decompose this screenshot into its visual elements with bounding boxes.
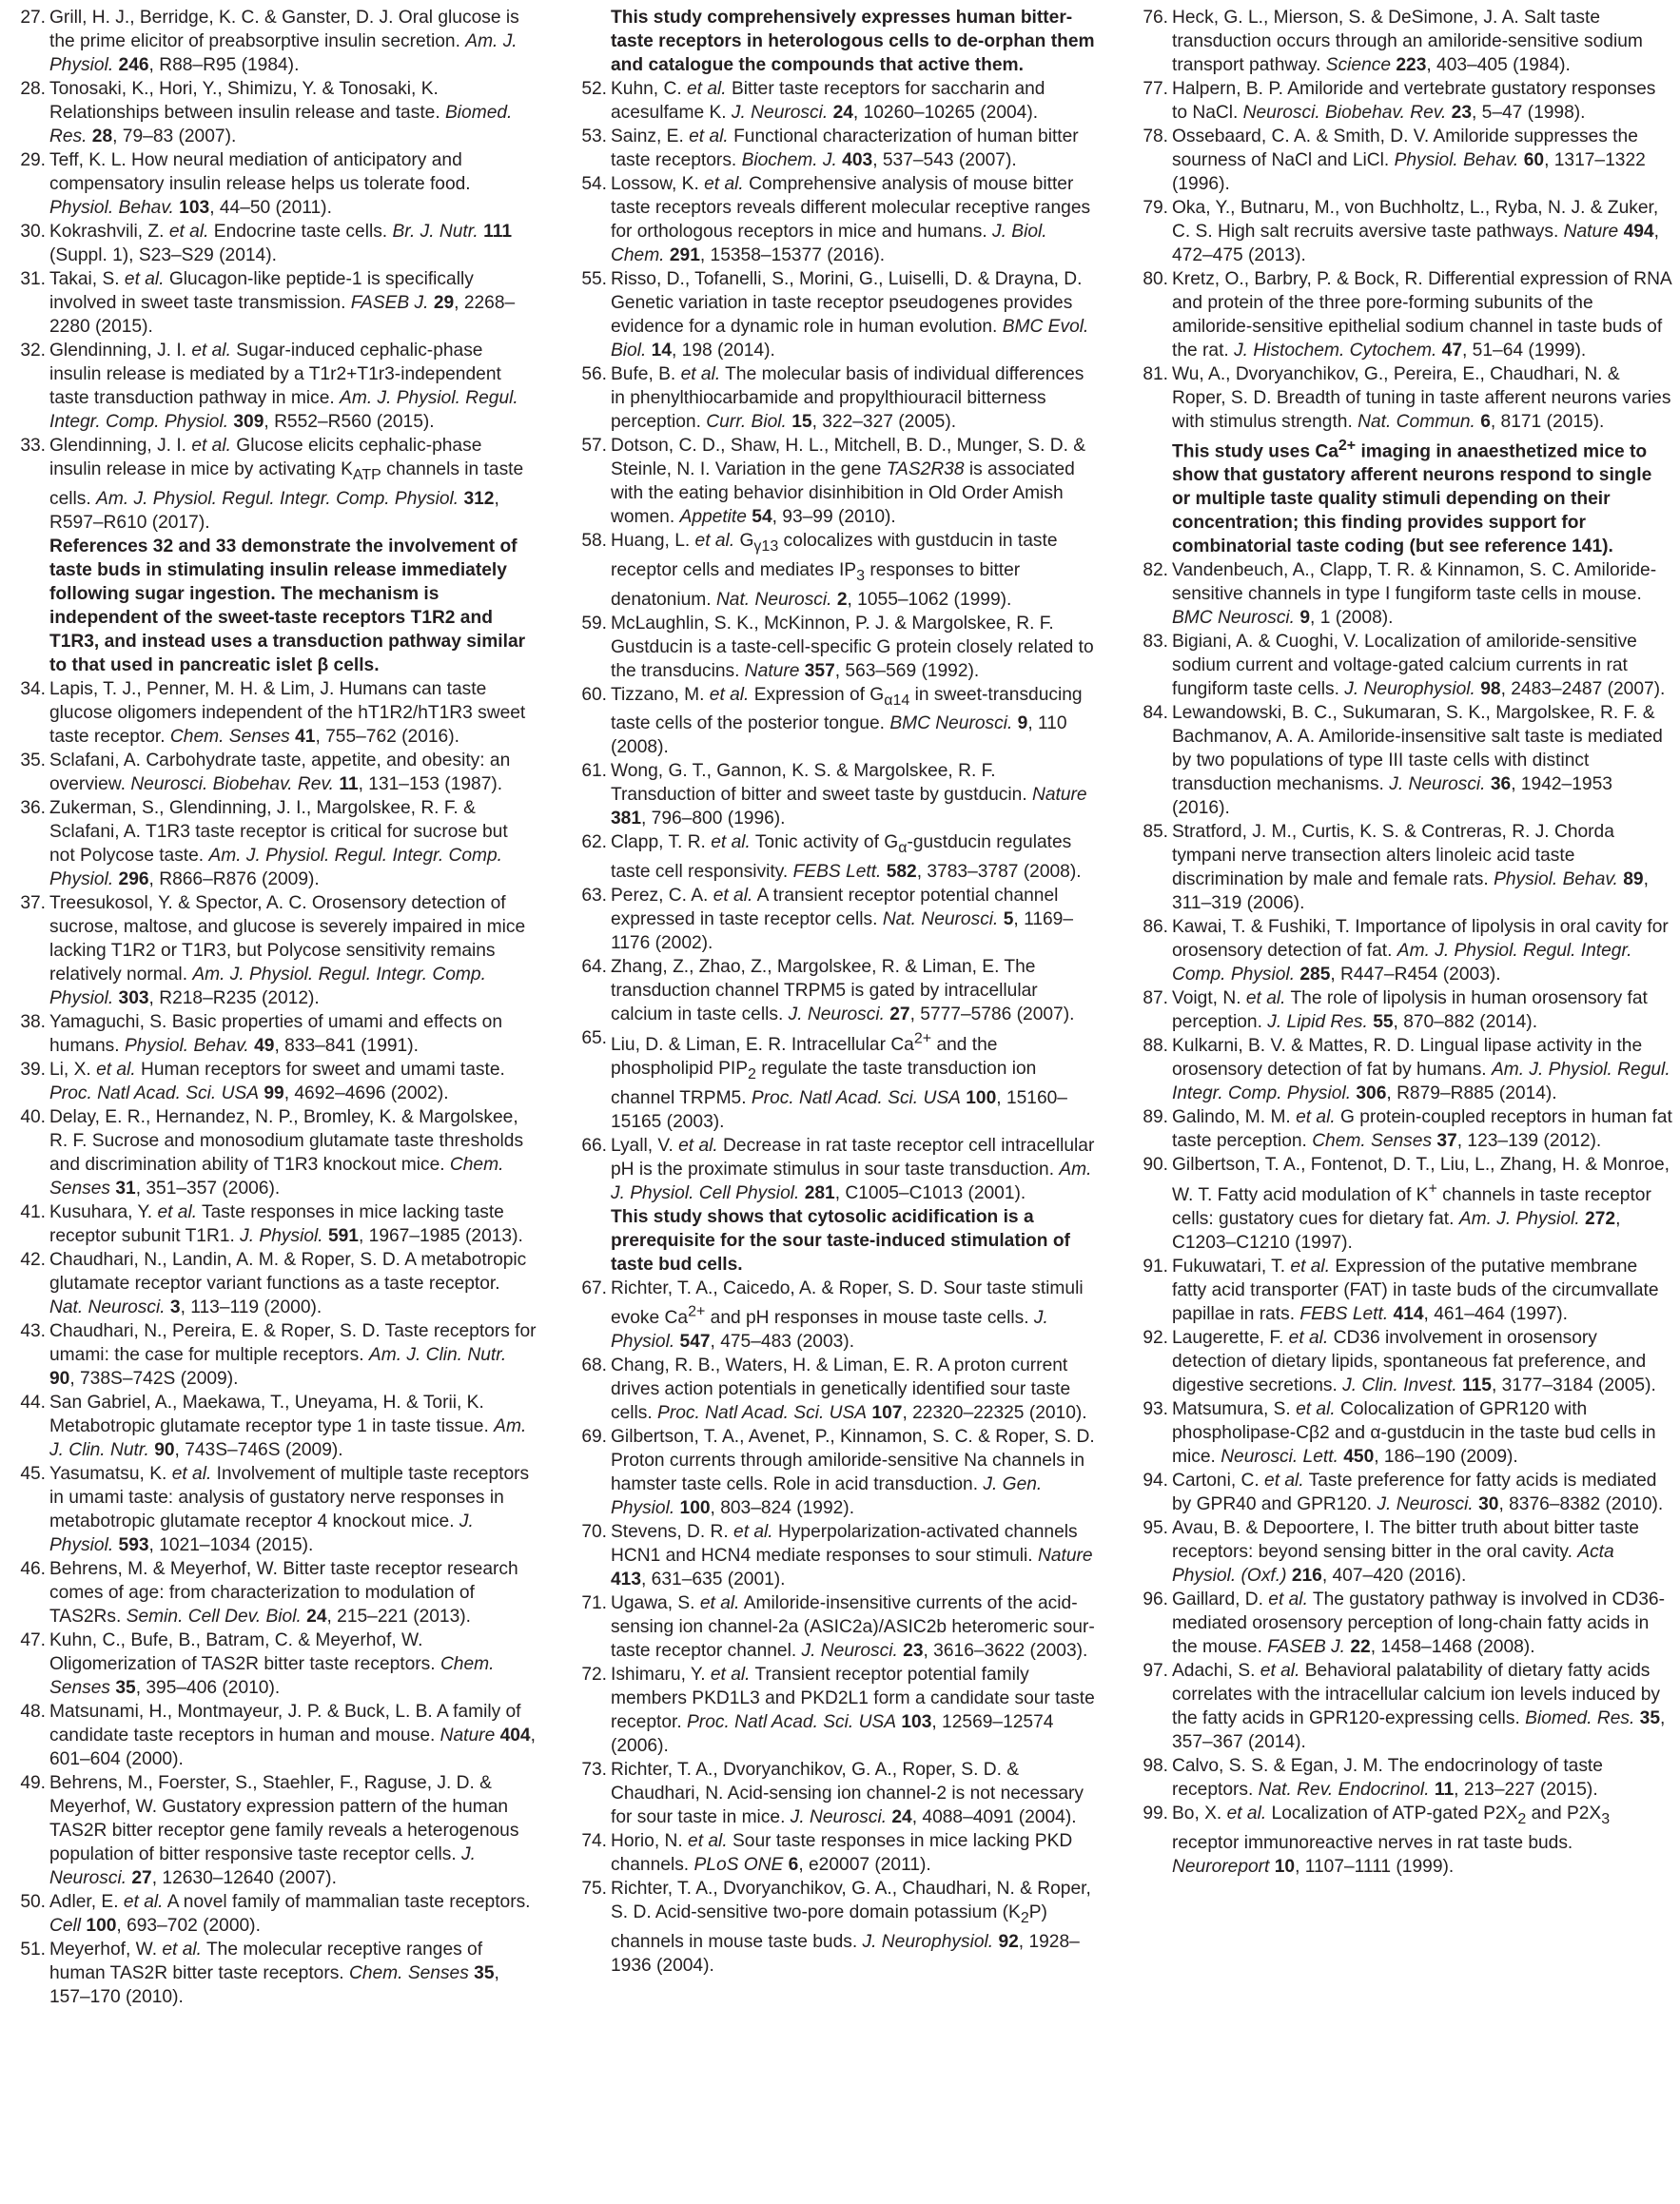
reference-text: Kuhn, C., Bufe, B., Batram, C. & Meyerhof, W. Oligomerization of TAS2R bitter taste receptors. Chem. Senses 35, 395–406 (2010). (49, 1629, 495, 1698)
reference-number: 94. (1143, 1470, 1168, 1491)
reference-entry (4, 1938, 537, 2009)
reference-entry (565, 125, 1098, 172)
reference-text: Gilbertson, T. A., Fontenot, D. T., Liu, L., Zhang, H. & Monroe, W. T. Fatty acid modulation of K+ channels in taste receptor cells: gustatory cues for dietary fat. Am. J. Physiol. 272, C1203–C1210 (1997). (1172, 1155, 1670, 1253)
reference-column-right (1126, 6, 1672, 1879)
reference-text: Chaudhari, N., Landin, A. M. & Roper, S. D. A metabotropic glutamate receptor variant functions as a taste receptor. Nat. Neurosci. 3, 113–119 (2000). (49, 1249, 527, 1317)
reference-text: Matsunami, H., Montmayeur, J. P. & Buck, L. B. A family of candidate taste receptors in human and mouse. Nature 404, 601–604 (2000). (49, 1701, 536, 1769)
reference-entry (565, 77, 1098, 125)
reference-text: Kawai, T. & Fushiki, T. Importance of lipolysis in oral cavity for orosensory detection of fat. Am. J. Physiol. Regul. Integr. Comp. Physiol. 285, R447–R454 (2003). (1172, 917, 1669, 985)
reference-number: 32. (20, 341, 46, 361)
reference-number: 45. (20, 1463, 46, 1484)
reference-entry (1126, 6, 1672, 77)
reference-text: Adler, E. et al. A novel family of mammalian taste receptors. Cell 100, 693–702 (2000). (49, 1891, 531, 1936)
reference-number: 53. (581, 127, 607, 146)
reference-text: Meyerhof, W. et al. The molecular receptive ranges of human TAS2R bitter taste receptors. Chem. Senses 35, 157–170 (2010). (49, 1939, 499, 2007)
reference-text: Kusuhara, Y. et al. Taste responses in mice lacking taste receptor subunit T1R1. J. Physiol. 591, 1967–1985 (2013). (49, 1201, 523, 1246)
reference-entry (1126, 558, 1672, 630)
reference-number: 52. (581, 79, 607, 99)
reference-text: Sainz, E. et al. Functional characterization of human bitter taste receptors. Biochem. J. 403, 537–543 (2007). (611, 127, 1079, 170)
reference-number: 81. (1143, 364, 1168, 384)
reference-entry (4, 1105, 537, 1200)
reference-text: Teff, K. L. How neural mediation of anticipatory and compensatory insulin release helps us tolerate food. Physiol. Behav. 103, 44–50 (2011). (49, 150, 471, 218)
reference-number: 40. (20, 1106, 46, 1127)
reference-number: 87. (1143, 988, 1168, 1009)
reference-text: Zukerman, S., Glendinning, J. I., Margolskee, R. F. & Sclafani, A. T1R3 taste receptor is critical for sucrose but not Polycose taste. Am. J. Physiol. Regul. Integr. Comp. Physiol. 296, R866–R876 (2009). (49, 797, 508, 889)
reference-text: Calvo, S. S. & Egan, J. M. The endocrinology of taste receptors. Nat. Rev. Endocrinol. 11, 213–227 (2015). (1172, 1755, 1603, 1800)
reference-entry (1126, 1516, 1672, 1588)
reference-entry (1126, 1588, 1672, 1659)
reference-text: Bufe, B. et al. The molecular basis of individual differences in phenylthiocarbamide and propylthiouracil bitterness perception. Curr. Biol. 15, 322–327 (2005). (611, 364, 1084, 432)
reference-number: 61. (581, 761, 607, 782)
reference-entry (4, 1700, 537, 1771)
reference-entry (4, 6, 537, 77)
reference-entry (1126, 1034, 1672, 1105)
reference-annotation: References 32 and 33 demonstrate the involvement of taste buds in stimulating insulin release immediately following sugar ingestion. The mechanism is independent of the sweet-taste receptors T1R2 and T1R3, and instead uses a transduction pathway similar to that used in pancreatic islet β cells. (49, 536, 526, 675)
reference-entry (1126, 267, 1672, 362)
reference-number: 43. (20, 1320, 46, 1341)
reference-entry (4, 749, 537, 796)
reference-number: 67. (581, 1278, 607, 1298)
reference-text: Lossow, K. et al. Comprehensive analysis of mouse bitter taste receptors reveals different molecular receptive ranges for orthologous receptors in mice and humans. J. Biol. Chem. 291, 15358–15377 (2016). (611, 174, 1091, 265)
reference-number: 96. (1143, 1589, 1168, 1609)
reference-entry (565, 612, 1098, 683)
reference-text: Kulkarni, B. V. & Mattes, R. D. Lingual lipase activity in the orosensory detection of fat by humans. Am. J. Physiol. Regul. Integr. Comp. Physiol. 306, R879–R885 (2014). (1172, 1036, 1670, 1104)
reference-number: 42. (20, 1249, 46, 1270)
reference-annotation: This study shows that cytosolic acidification is a prerequisite for the sour taste-induced stimulation of taste bud cells. (611, 1206, 1070, 1275)
reference-number: 33. (20, 436, 46, 456)
reference-number: 65. (581, 1028, 607, 1049)
reference-text: Takai, S. et al. Glucagon-like peptide-1 is specifically involved in sweet taste transmission. FASEB J. 29, 2268–2280 (2015). (49, 269, 516, 337)
reference-entry (4, 1890, 537, 1938)
reference-entry (1126, 1326, 1672, 1397)
reference-number: 78. (1143, 127, 1168, 146)
reference-text: Laugerette, F. et al. CD36 involvement in orosensory detection of dietary lipids, spontaneous fat preference, and digestive secretions. J. Clin. Invest. 115, 3177–3184 (2005). (1172, 1327, 1656, 1395)
reference-number: 79. (1143, 198, 1168, 218)
reference-entry (565, 1520, 1098, 1591)
reference-number: 91. (1143, 1256, 1168, 1277)
reference-text: Stratford, J. M., Curtis, K. S. & Contreras, R. J. Chorda tympani nerve transection alters linoleic acid taste discrimination by male and female rats. Physiol. Behav. 89, 311–319 (2006). (1172, 822, 1649, 914)
reference-entry (4, 1248, 537, 1319)
reference-number: 38. (20, 1011, 46, 1032)
reference-number: 48. (20, 1701, 46, 1722)
reference-text: Heck, G. L., Mierson, S. & DeSimone, J. A. Salt taste transduction occurs through an amiloride-sensitive sodium transport pathway. Science 223, 403–405 (1984). (1172, 8, 1643, 75)
reference-entry (4, 1391, 537, 1462)
reference-entry (565, 1829, 1098, 1877)
reference-text: Gilbertson, T. A., Avenet, P., Kinnamon, S. C. & Roper, S. D. Proton currents through amiloride-sensitive Na channels in hamster taste cells. Role in acid transduction. J. Gen. Physiol. 100, 803–824 (1992). (611, 1426, 1095, 1518)
reference-text: Matsumura, S. et al. Colocalization of GPR120 with phospholipase-Cβ2 and α-gustducin in the taste bud cells in mice. Neurosci. Lett. 450, 186–190 (2009). (1172, 1398, 1656, 1467)
reference-entry (565, 267, 1098, 362)
reference-number: 84. (1143, 703, 1168, 724)
reference-number: 97. (1143, 1660, 1168, 1681)
reference-entry (4, 1462, 537, 1557)
reference-entry (1126, 125, 1672, 196)
reference-entry (1126, 820, 1672, 915)
reference-entry (4, 796, 537, 891)
reference-number: 80. (1143, 269, 1168, 289)
reference-text: Adachi, S. et al. Behavioral palatability of dietary fatty acids correlates with the intracellular calcium ion levels induced by the fatty acids in GPR120-expressing cells. Biomed. Res. 35, 357–367 (2014). (1172, 1660, 1666, 1752)
reference-text: Glendinning, J. I. et al. Glucose elicits cephalic-phase insulin release in mice by activating $K_{ATP}$ channels in taste cells. Am. J. Physiol. Regul. Integr. Comp. Physiol. 312, R597–R610 (2017). (49, 436, 524, 533)
reference-text: Perez, C. A. et al. A transient receptor potential channel expressed in taste receptor cells. Nat. Neurosci. 5, 1169–1176 (2002). (611, 886, 1073, 954)
reference-text: Lewandowski, B. C., Sukumaran, S. K., Margolskee, R. F. & Bachmanov, A. A. Amiloride-insensitive salt taste is mediated by two populations of type III taste cells with distinct transduction mechanisms. J. Neurosci. 36, 1942–1953 (2016). (1172, 703, 1663, 819)
reference-text: Clapp, T. R. et al. Tonic activity of $G_\alpha$-gustducin regulates taste cell responsivity. FEBS Lett. 582, 3783–3787 (2008). (611, 832, 1082, 883)
reference-entry (565, 362, 1098, 434)
reference-number: 83. (1143, 632, 1168, 653)
reference-entry (4, 77, 537, 148)
reference-text: Kokrashvili, Z. et al. Endocrine taste cells. Br. J. Nutr. 111 (Suppl. 1), S23–S29 (2014). (49, 222, 512, 265)
reference-text: San Gabriel, A., Maekawa, T., Uneyama, H. & Torii, K. Metabotropic glutamate receptor type 1 in taste tissue. Am. J. Clin. Nutr. 90, 743S–746S (2009). (49, 1392, 527, 1460)
reference-text: Sclafani, A. Carbohydrate taste, appetite, and obesity: an overview. Neurosci. Biobehav. Rev. 11, 131–153 (1987). (49, 750, 511, 794)
reference-number: 28. (20, 79, 46, 99)
reference-text: Risso, D., Tofanelli, S., Morini, G., Luiselli, D. & Drayna, D. Genetic variation in taste receptor pseudogenes provides evidence for a dynamic role in human evolution. BMC Evol. Biol. 14, 198 (2014). (611, 269, 1089, 361)
reference-annotation: This study comprehensively expresses human bitter-taste receptors in heterologous cells to de-orphan them and catalogue the compounds that active them. (611, 8, 1095, 75)
reference-number: 46. (20, 1558, 46, 1579)
reference-text: Avau, B. & Depoortere, I. The bitter truth about bitter taste receptors: beyond sensing bitter in the oral cavity. Acta Physiol. (Oxf.) 216, 407–420 (2016). (1172, 1517, 1639, 1586)
reference-entry (4, 677, 537, 749)
reference-text: Li, X. et al. Human receptors for sweet and umami taste. Proc. Natl Acad. Sci. USA 99, 4692–4696 (2002). (49, 1059, 505, 1103)
reference-number: 75. (581, 1878, 607, 1899)
reference-text: Chang, R. B., Waters, H. & Liman, E. R. A proton current drives action potentials in genetically identified sour taste cells. Proc. Natl Acad. Sci. USA 107, 22320–22325 (2010). (611, 1355, 1087, 1423)
reference-entry (565, 955, 1098, 1026)
reference-number: 59. (581, 613, 607, 634)
reference-number: 70. (581, 1521, 607, 1542)
reference-text: Voigt, N. et al. The role of lipolysis in human orosensory fat perception. J. Lipid Res. 55, 870–882 (2014). (1172, 988, 1648, 1033)
reference-entry (565, 759, 1098, 830)
reference-number: 34. (20, 678, 46, 699)
reference-number: 86. (1143, 917, 1168, 938)
reference-number: 74. (581, 1830, 607, 1851)
reference-text: Ishimaru, Y. et al. Transient receptor potential family members PKD1L3 and PKD2L1 form a candidate sour taste receptor. Proc. Natl Acad. Sci. USA 103, 12569–12574 (2006). (611, 1664, 1095, 1756)
reference-text: Ossebaard, C. A. & Smith, D. V. Amiloride suppresses the sourness of NaCl and LiCl. Physiol. Behav. 60, 1317–1322 (1996). (1172, 127, 1646, 194)
reference-number: 55. (581, 269, 607, 289)
reference-number: 47. (20, 1629, 46, 1650)
reference-number: 41. (20, 1201, 46, 1222)
reference-number: 37. (20, 892, 46, 913)
reference-text: Tonosaki, K., Hori, Y., Shimizu, Y. & Tonosaki, K. Relationships between insulin release and taste. Biomed. Res. 28, 79–83 (2007). (49, 79, 513, 146)
reference-entry (4, 1629, 537, 1700)
reference-number: 73. (581, 1759, 607, 1780)
reference-entry (4, 434, 537, 535)
reference-text: Kretz, O., Barbry, P. & Bock, R. Differential expression of RNA and protein of the three pore-forming subunits of the amiloride-sensitive epithelial sodium channel in taste buds of the rat. J. Histochem. Cytochem. 47, 51–64 (1999). (1172, 269, 1671, 361)
reference-number: 49. (20, 1772, 46, 1793)
reference-number: 66. (581, 1135, 607, 1156)
reference-entry (1126, 1659, 1672, 1754)
reference-entry (565, 683, 1098, 760)
reference-text: Behrens, M., Foerster, S., Staehler, F., Raguse, J. D. & Meyerhof, W. Gustatory expression pattern of the human TAS2R bitter receptor gene family reveals a heterogenous population of bitter responsive taste receptor cells. J. Neurosci. 27, 12630–12640 (2007). (49, 1772, 519, 1888)
reference-entry (4, 891, 537, 1010)
reference-text: Zhang, Z., Zhao, Z., Margolskee, R. & Liman, E. The transduction channel TRPM5 is gated by intracellular calcium in taste cells. J. Neurosci. 27, 5777–5786 (2007). (611, 957, 1075, 1025)
reference-entry (565, 434, 1098, 529)
reference-number: 93. (1143, 1398, 1168, 1419)
reference-entry (1126, 1802, 1672, 1879)
reference-entry (565, 1277, 1098, 1354)
reference-entry (1126, 77, 1672, 125)
reference-entry (1126, 986, 1672, 1034)
reference-number: 82. (1143, 560, 1168, 581)
reference-entry (4, 220, 537, 267)
reference-text: Chaudhari, N., Pereira, E. & Roper, S. D. Taste receptors for umami: the case for multiple receptors. Am. J. Clin. Nutr. 90, 738S–742S (2009). (49, 1320, 537, 1389)
reference-number: 54. (581, 174, 607, 194)
reference-text: Stevens, D. R. et al. Hyperpolarization-activated channels HCN1 and HCN4 mediate responses to sour stimuli. Nature 413, 631–635 (2001). (611, 1521, 1093, 1590)
reference-number: 62. (581, 832, 607, 853)
reference-entry (4, 1771, 537, 1890)
reference-text: Galindo, M. M. et al. G protein-coupled receptors in human fat taste perception. Chem. Senses 37, 123–139 (2012). (1172, 1107, 1672, 1152)
reference-entry (565, 884, 1098, 955)
reference-entry (1126, 1397, 1672, 1469)
reference-number: 39. (20, 1059, 46, 1080)
reference-text: Wong, G. T., Gannon, K. S. & Margolskee, R. F. Transduction of bitter and sweet taste by gustducin. Nature 381, 796–800 (1996). (611, 761, 1087, 829)
reference-text: Horio, N. et al. Sour taste responses in mice lacking PKD channels. PLoS ONE 6, e20007 (2011). (611, 1830, 1073, 1875)
reference-number: 56. (581, 364, 607, 384)
reference-text: Bo, X. et al. Localization of ATP-gated $P2X_2$ and $P2X_3$ receptor immunoreactive nerves in rat taste buds. Neuroreport 10, 1107–1111 (1999). (1172, 1803, 1611, 1877)
reference-number: 76. (1143, 8, 1168, 28)
reference-entry (565, 1591, 1098, 1663)
reference-column-left (4, 6, 537, 2009)
reference-number: 31. (20, 269, 46, 289)
reference-annotation: This study uses $Ca^{2+}$ imaging in anaesthetized mice to show that gustatory afferent neurons respond to single or multiple taste quality stimuli depending on their concentration; this finding provides support for combinatorial taste coding (but see reference 141). (1172, 438, 1652, 557)
reference-number: 71. (581, 1592, 607, 1613)
reference-number: 58. (581, 531, 607, 551)
reference-text: Cartoni, C. et al. Taste preference for fatty acids is mediated by GPR40 and GPR120. J. Neurosci. 30, 8376–8382 (2010). (1172, 1470, 1664, 1514)
reference-number: 68. (581, 1355, 607, 1375)
reference-entry (1126, 196, 1672, 267)
reference-number: 98. (1143, 1755, 1168, 1776)
reference-number: 92. (1143, 1327, 1168, 1348)
reference-number: 29. (20, 150, 46, 170)
reference-number: 64. (581, 957, 607, 978)
reference-number: 30. (20, 222, 46, 242)
reference-entry (565, 830, 1098, 884)
reference-text: Oka, Y., Butnaru, M., von Buchholtz, L., Ryba, N. J. & Zuker, C. S. High salt recruits aversive taste pathways. Nature 494, 472–475 (2013). (1172, 198, 1659, 265)
reference-text: Behrens, M. & Meyerhof, W. Bitter taste receptor research comes of age: from characterization to modulation of TAS2Rs. Semin. Cell Dev. Biol. 24, 215–221 (2013). (49, 1558, 518, 1627)
reference-text: Grill, H. J., Berridge, K. C. & Ganster, D. J. Oral glucose is the prime elicitor of preabsorptive insulin secretion. Am. J. Physiol. 246, R88–R95 (1984). (49, 8, 519, 75)
reference-entry (4, 148, 537, 220)
reference-text: Treesukosol, Y. & Spector, A. C. Orosensory detection of sucrose, maltose, and glucose is severely impaired in mice lacking T1R2 or T1R3, but Polycose sensitivity remains relatively normal. Am. J. Physiol. Regul. Integr. Comp. Physiol. 303, R218–R235 (2012). (49, 892, 526, 1008)
reference-number: 51. (20, 1939, 46, 1960)
reference-entry (1126, 915, 1672, 986)
reference-number: 27. (20, 8, 46, 28)
reference-text: Yasumatsu, K. et al. Involvement of multiple taste receptors in umami taste: analysis of gustatory nerve responses in metabotropic glutamate receptor 4 knockout mice. J. Physiol. 593, 1021–1034 (2015). (49, 1463, 530, 1555)
reference-number: 89. (1143, 1107, 1168, 1128)
reference-number: 99. (1143, 1803, 1168, 1824)
reference-text: Ugawa, S. et al. Amiloride-insensitive currents of the acid-sensing ion channel-2a (ASIC2a)/ASIC2b heteromeric sour-taste receptor channel. J. Neurosci. 23, 3616–3622 (2003). (611, 1592, 1095, 1661)
reference-entry (565, 1877, 1098, 1978)
reference-text: Gaillard, D. et al. The gustatory pathway is involved in CD36-mediated orosensory perception of long-chain fatty acids in the mouse. FASEB J. 22, 1458–1468 (2008). (1172, 1589, 1665, 1657)
reference-number: 95. (1143, 1517, 1168, 1538)
reference-number: 63. (581, 886, 607, 907)
reference-number: 90. (1143, 1155, 1168, 1176)
reference-text: Tizzano, M. et al. Expression of $G_{\alpha 14}$ in sweet-transducing taste cells of the posterior tongue. BMC Neurosci. 9, 110 (2008). (611, 684, 1083, 758)
reference-number: 77. (1143, 79, 1168, 99)
reference-text: Dotson, C. D., Shaw, H. L., Mitchell, B. D., Munger, S. D. & Steinle, N. I. Variation in the gene TAS2R38 is associated with the eating behavior disinhibition in Old Order Amish women. Appetite 54, 93–99 (2010). (611, 436, 1086, 527)
reference-text: Fukuwatari, T. et al. Expression of the putative membrane fatty acid transporter (FAT) in taste buds of the circumvallate papillae in rats. FEBS Lett. 414, 461–464 (1997). (1172, 1256, 1659, 1324)
reference-entry (565, 1758, 1098, 1829)
reference-entry (565, 1663, 1098, 1758)
reference-text: Yamaguchi, S. Basic properties of umami and effects on humans. Physiol. Behav. 49, 833–841 (1991). (49, 1011, 503, 1056)
reference-text: Lapis, T. J., Penner, M. H. & Lim, J. Humans can taste glucose oligomers independent of the hT1R2/hT1R3 sweet taste receptor. Chem. Senses 41, 755–762 (2016). (49, 678, 526, 747)
reference-number: 57. (581, 436, 607, 456)
reference-number: 85. (1143, 822, 1168, 843)
reference-entry (4, 1557, 537, 1629)
reference-text: Richter, T. A., Dvoryanchikov, G. A., Roper, S. D. & Chaudhari, N. Acid-sensing ion channel-2 is not necessary for sour taste in mice. J. Neurosci. 24, 4088–4091 (2004). (611, 1759, 1084, 1827)
reference-text: Delay, E. R., Hernandez, N. P., Bromley, K. & Margolskee, R. F. Sucrose and monosodium glutamate taste thresholds and discrimination ability of T1R3 knockout mice. Chem. Senses 31, 351–357 (2006). (49, 1106, 524, 1199)
reference-text: Richter, T. A., Dvoryanchikov, G. A., Chaudhari, N. & Roper, S. D. Acid-sensitive two-pore domain potassium $(K_2P)$ channels in mouse taste buds. J. Neurophysiol. 92, 1928–1936 (2004). (611, 1878, 1091, 1976)
reference-text: Lyall, V. et al. Decrease in rat taste receptor cell intracellular pH is the proximate stimulus in sour taste transduction. Am. J. Physiol. Cell Physiol. 281, C1005–C1013 (2001). (611, 1135, 1095, 1203)
reference-number: 44. (20, 1392, 46, 1413)
reference-number: 72. (581, 1664, 607, 1685)
reference-entry (565, 1134, 1098, 1205)
reference-entry (4, 1319, 537, 1391)
reference-number: 88. (1143, 1036, 1168, 1057)
reference-number: 60. (581, 684, 607, 705)
reference-text: Halpern, B. P. Amiloride and vertebrate gustatory responses to NaCl. Neurosci. Biobehav. Rev. 23, 5–47 (1998). (1172, 79, 1656, 123)
reference-entry (1126, 630, 1672, 701)
reference-entry (1126, 1469, 1672, 1516)
reference-entry (4, 339, 537, 434)
reference-text: McLaughlin, S. K., McKinnon, P. J. & Margolskee, R. F. Gustducin is a taste-cell-specific G protein closely related to the transducins. Nature 357, 563–569 (1992). (611, 613, 1094, 681)
reference-entry (1126, 1754, 1672, 1802)
reference-entry (4, 1200, 537, 1248)
reference-entry (1126, 701, 1672, 820)
reference-number: 35. (20, 750, 46, 770)
reference-text: Huang, L. et al. $G_{\gamma 13}$ colocalizes with gustducin in taste receptor cells and mediates $IP_3$ responses to bitter denatonium. Nat. Neurosci. 2, 1055–1062 (1999). (611, 531, 1058, 610)
reference-number: 69. (581, 1426, 607, 1447)
reference-text: Bigiani, A. & Cuoghi, V. Localization of amiloride-sensitive sodium current and voltage-gated calcium currents in rat fungiform taste cells. J. Neurophysiol. 98, 2483–2487 (2007). (1172, 632, 1666, 700)
reference-entry (565, 1354, 1098, 1425)
reference-number: 50. (20, 1891, 46, 1912)
reference-text: Liu, D. & Liman, E. R. Intracellular $Ca^{2+}$ and the phospholipid $PIP_2$ regulate the taste transduction ion channel TRPM5. Proc. Natl Acad. Sci. USA 100, 15160–15165 (2003). (611, 1030, 1067, 1132)
reference-entry (1126, 362, 1672, 434)
reference-text: Glendinning, J. I. et al. Sugar-induced cephalic-phase insulin release is mediated by a T1r2+T1r3-independent taste transduction pathway in mice. Am. J. Physiol. Regul. Integr. Comp. Physiol. 309, R552–R560 (2015). (49, 341, 518, 432)
reference-entry (565, 1425, 1098, 1520)
reference-text: Vandenbeuch, A., Clapp, T. R. & Kinnamon, S. C. Amiloride-sensitive channels in type I fungiform taste cells in mouse. BMC Neurosci. 9, 1 (2008). (1172, 560, 1657, 629)
reference-entry (1126, 1255, 1672, 1326)
reference-entry (565, 172, 1098, 267)
reference-text: Wu, A., Dvoryanchikov, G., Pereira, E., Chaudhari, N. & Roper, S. D. Breadth of tuning in taste afferent neurons varies with stimulus strength. Nat. Commun. 6, 8171 (2015). (1172, 364, 1671, 432)
reference-entry (565, 1026, 1098, 1133)
reference-entry (1126, 1105, 1672, 1153)
reference-text: Kuhn, C. et al. Bitter taste receptors for saccharin and acesulfame K. J. Neurosci. 24, 10260–10265 (2004). (611, 79, 1045, 123)
reference-entry (565, 529, 1098, 612)
reference-entry (4, 1010, 537, 1058)
reference-column-middle (565, 6, 1098, 1978)
reference-number: 36. (20, 797, 46, 818)
reference-entry (4, 267, 537, 339)
reference-entry (4, 1058, 537, 1105)
reference-text: Richter, T. A., Caicedo, A. & Roper, S. D. Sour taste stimuli evoke $Ca^{2+}$ and pH responses in mouse taste cells. J. Physiol. 547, 475–483 (2003). (611, 1278, 1084, 1352)
reference-entry (1126, 1153, 1672, 1254)
